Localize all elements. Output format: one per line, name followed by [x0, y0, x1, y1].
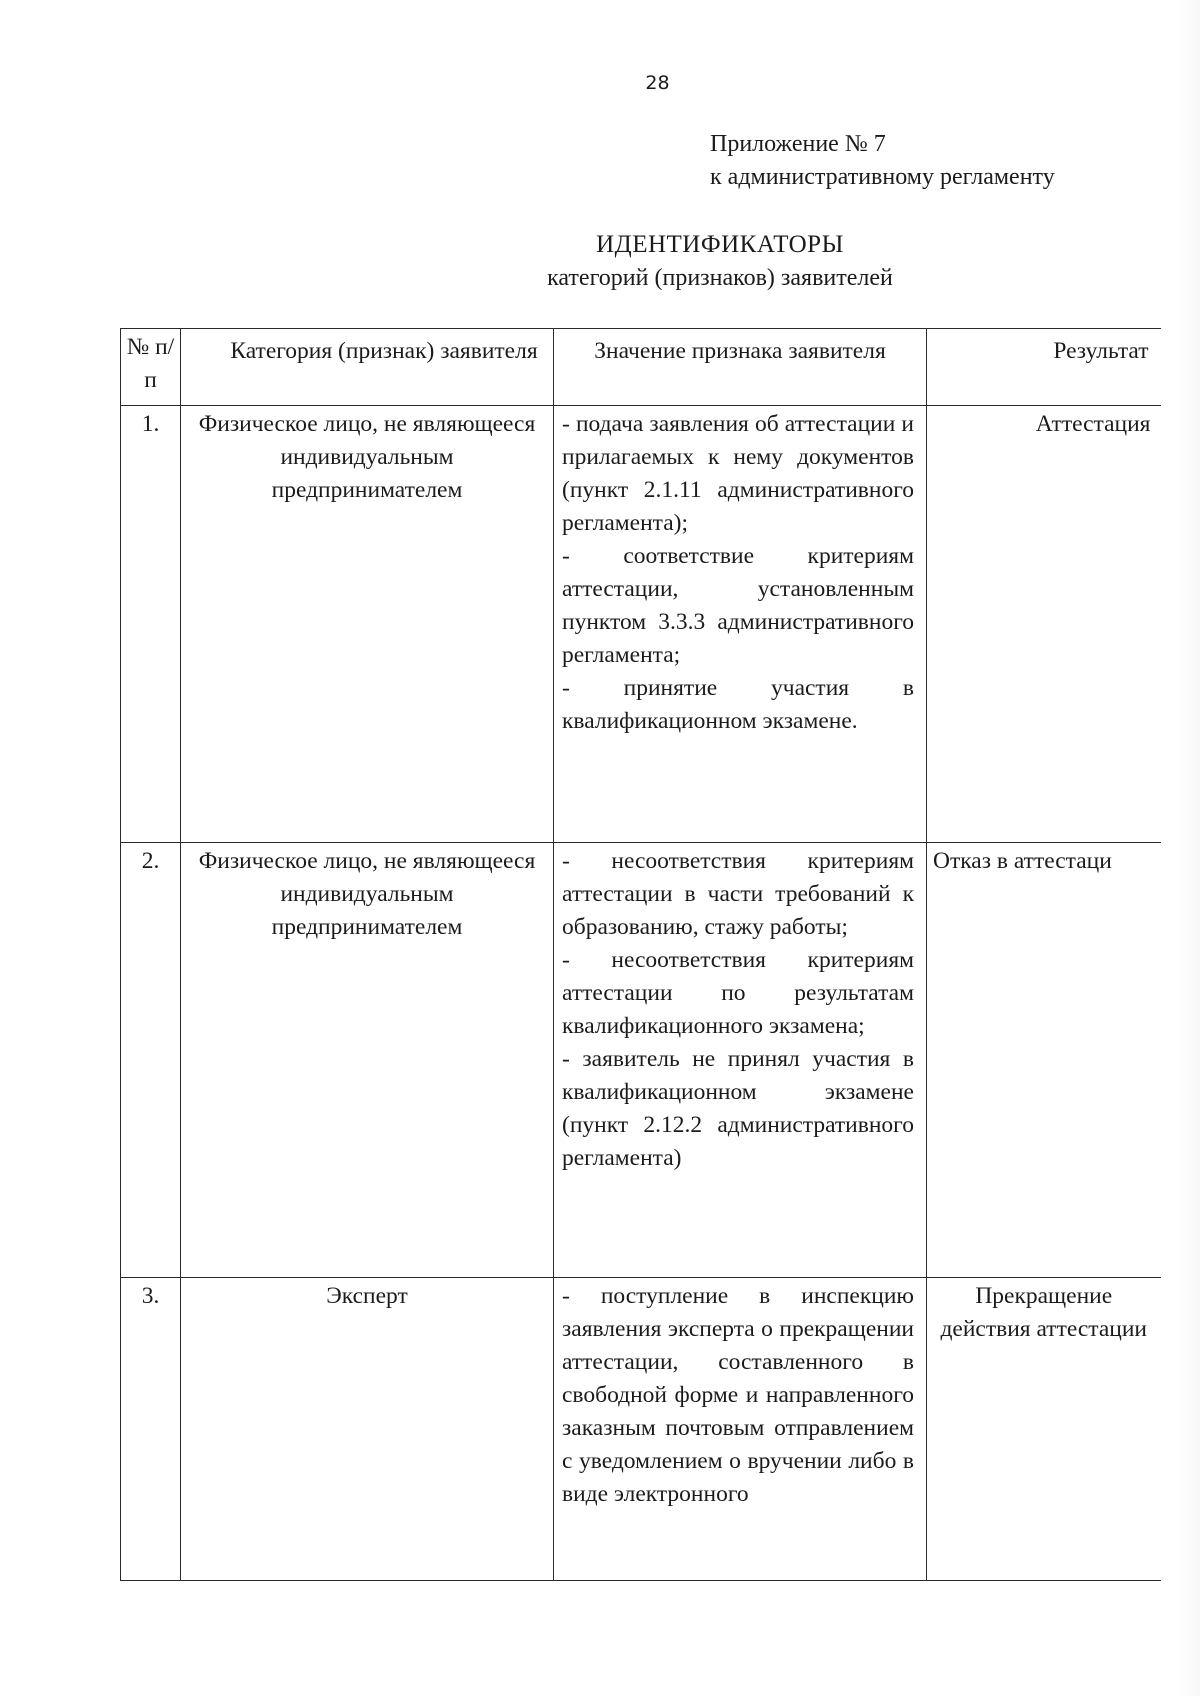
header-value: Значение признака заявителя: [554, 329, 927, 406]
table-row: [121, 843, 1161, 1278]
appendix-line-1: Приложение № 7: [710, 131, 886, 157]
value-item: - подача заявления об аттестации и прилагаемых к нему документов (пункт 2.1.11 административного регламента);: [562, 411, 914, 536]
value-item: - несоответствия критериям аттестации в части требований к образованию, стажу работы;: [562, 848, 914, 940]
row-category: Физическое лицо, не являющееся индивидуальным предпринимателем: [181, 406, 554, 843]
document-heading: [390, 228, 1050, 294]
row-number: 1.: [121, 406, 181, 843]
row-result: Отказ в аттестаци: [927, 843, 1161, 1278]
value-item: - заявитель не принял участия в квалификационном экзамене (пункт 2.12.2 административного регламента): [562, 1046, 914, 1171]
identifiers-table-wrapper: [120, 328, 1160, 1581]
row-result: Прекращение действия аттестации: [927, 1278, 1161, 1581]
row-values: [554, 843, 927, 1278]
row-category: Физическое лицо, не являющееся индивидуальным предпринимателем: [181, 843, 554, 1278]
value-item: - несоответствия критериям аттестации по результатам квалификационного экзамена;: [562, 947, 914, 1039]
row-values: [554, 1278, 927, 1581]
row-category: Эксперт: [181, 1278, 554, 1581]
scan-edge-shading: [1176, 0, 1200, 1696]
table-row: [121, 1278, 1161, 1581]
value-item: - соответствие критериям аттестации, установленным пунктом 3.3.3 административного регламента;: [562, 543, 914, 668]
value-item: - принятие участия в квалификационном экзамене.: [562, 675, 914, 734]
identifiers-table: [120, 328, 1161, 1581]
table-header-row: [121, 329, 1161, 406]
row-number: 2.: [121, 843, 181, 1278]
page-number: 28: [645, 72, 670, 94]
appendix-reference: [710, 128, 1055, 194]
appendix-line-2: к административному регламенту: [710, 164, 1055, 190]
header-category: Категория (признак) заявителя: [181, 329, 554, 406]
header-result: Результат: [927, 329, 1161, 406]
document-title: ИДЕНТИФИКАТОРЫ: [596, 231, 844, 258]
row-values: [554, 406, 927, 843]
table-row: [121, 406, 1161, 843]
value-item: - поступление в инспекцию заявления эксперта о прекращении аттестации, составленного в свободной форме и направленного заказным почтовым отправлением с уведомлением о вручении либо в виде электронного: [562, 1283, 914, 1507]
row-number: 3.: [121, 1278, 181, 1581]
header-number: № п/п: [121, 329, 181, 406]
row-result: Аттестация: [927, 406, 1161, 843]
document-subtitle: категорий (признаков) заявителей: [547, 265, 893, 291]
